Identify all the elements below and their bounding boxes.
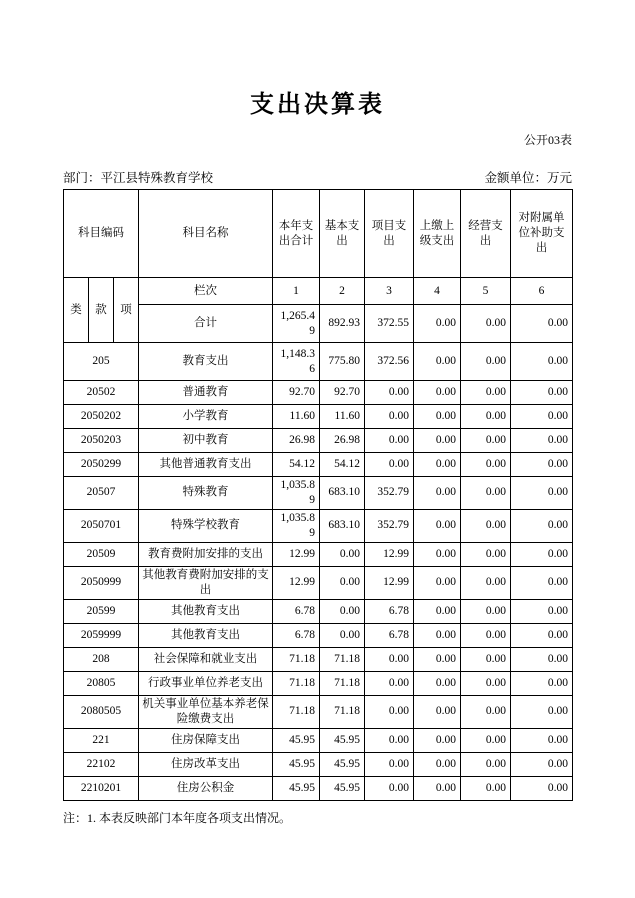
table-row xyxy=(64,477,573,510)
value-cell: 0.00 xyxy=(365,728,414,752)
value-cell: 45.95 xyxy=(273,776,320,800)
value-cell: 0.00 xyxy=(511,381,573,405)
header-basic-expenditure: 基本支出 xyxy=(320,190,365,278)
subject-code-cell: 208 xyxy=(64,647,139,671)
value-cell: 0.00 xyxy=(461,623,511,647)
header-upward-payment: 上缴上级支出 xyxy=(414,190,461,278)
subject-name-cell: 其他普通教育支出 xyxy=(139,453,273,477)
value-cell: 11.60 xyxy=(320,405,365,429)
value-cell: 1,148.36 xyxy=(273,343,320,381)
value-cell: 71.18 xyxy=(273,647,320,671)
value-cell: 0.00 xyxy=(511,343,573,381)
value-cell: 0.00 xyxy=(461,477,511,510)
value-cell: 12.99 xyxy=(365,566,414,599)
value-cell: 0.00 xyxy=(414,405,461,429)
table-row xyxy=(64,429,573,453)
value-cell: 0.00 xyxy=(461,695,511,728)
value-cell: 0.00 xyxy=(511,776,573,800)
table-row xyxy=(64,752,573,776)
value-cell: 0.00 xyxy=(365,752,414,776)
table-row xyxy=(64,343,573,381)
value-cell: 0.00 xyxy=(414,509,461,542)
subject-name-cell: 特殊教育 xyxy=(139,477,273,510)
value-cell: 0.00 xyxy=(461,752,511,776)
lanci-number: 6 xyxy=(511,278,573,305)
unit-label: 金额单位：万元 xyxy=(484,171,572,185)
subject-code-cell: 20599 xyxy=(64,599,139,623)
value-cell: 45.95 xyxy=(320,728,365,752)
total-row xyxy=(64,305,573,343)
subject-code-cell: 20502 xyxy=(64,381,139,405)
subject-code-cell: 22102 xyxy=(64,752,139,776)
footnote: 注：1. 本表反映部门本年度各项支出情况。 xyxy=(63,810,292,825)
value-cell: 26.98 xyxy=(320,429,365,453)
value-cell: 1,035.89 xyxy=(273,509,320,542)
subject-code-cell: 2050299 xyxy=(64,453,139,477)
subject-code-cell: 20509 xyxy=(64,542,139,566)
value-cell: 12.99 xyxy=(273,542,320,566)
subject-name-cell: 社会保障和就业支出 xyxy=(139,647,273,671)
lanci-number: 2 xyxy=(320,278,365,305)
value-cell: 0.00 xyxy=(365,429,414,453)
header-subject-name: 科目名称 xyxy=(139,190,273,278)
table-row xyxy=(64,623,573,647)
column-index-row xyxy=(64,278,573,305)
value-cell: 0.00 xyxy=(461,542,511,566)
value-cell: 71.18 xyxy=(320,671,365,695)
value-cell: 0.00 xyxy=(461,647,511,671)
value-cell: 6.78 xyxy=(273,599,320,623)
value-cell: 54.12 xyxy=(273,453,320,477)
value-cell: 0.00 xyxy=(414,728,461,752)
lanci-label: 栏次 xyxy=(139,278,273,305)
value-cell: 0.00 xyxy=(461,453,511,477)
table-row xyxy=(64,776,573,800)
table-row xyxy=(64,599,573,623)
table-row xyxy=(64,405,573,429)
value-cell: 11.60 xyxy=(273,405,320,429)
subject-name-cell: 教育支出 xyxy=(139,343,273,381)
total-value: 892.93 xyxy=(320,305,365,343)
value-cell: 0.00 xyxy=(365,776,414,800)
value-cell: 683.10 xyxy=(320,477,365,510)
table-row xyxy=(64,566,573,599)
value-cell: 71.18 xyxy=(320,647,365,671)
page-title: 支出决算表 xyxy=(250,92,385,118)
subject-code-cell: 2050999 xyxy=(64,566,139,599)
value-cell: 1,035.89 xyxy=(273,477,320,510)
value-cell: 45.95 xyxy=(273,728,320,752)
subject-code-cell: 2080505 xyxy=(64,695,139,728)
value-cell: 0.00 xyxy=(365,381,414,405)
table-row xyxy=(64,671,573,695)
subject-name-cell: 机关事业单位基本养老保险缴费支出 xyxy=(139,695,273,728)
table-row xyxy=(64,695,573,728)
value-cell: 0.00 xyxy=(511,453,573,477)
value-cell: 0.00 xyxy=(461,405,511,429)
value-cell: 0.00 xyxy=(511,477,573,510)
subject-code-cell: 2050202 xyxy=(64,405,139,429)
expenditure-table xyxy=(63,189,573,801)
subject-name-cell: 初中教育 xyxy=(139,429,273,453)
total-value: 0.00 xyxy=(461,305,511,343)
table-row xyxy=(64,542,573,566)
value-cell: 0.00 xyxy=(414,776,461,800)
value-cell: 683.10 xyxy=(320,509,365,542)
value-cell: 0.00 xyxy=(414,343,461,381)
value-cell: 0.00 xyxy=(461,343,511,381)
table-row xyxy=(64,647,573,671)
table-number: 公开03表 xyxy=(523,133,572,147)
value-cell: 0.00 xyxy=(461,381,511,405)
subject-code-cell: 20805 xyxy=(64,671,139,695)
subject-name-cell: 其他教育支出 xyxy=(139,599,273,623)
table-row xyxy=(64,728,573,752)
value-cell: 0.00 xyxy=(414,429,461,453)
subject-code-cell: 20507 xyxy=(64,477,139,510)
subject-code-cell: 205 xyxy=(64,343,139,381)
value-cell: 0.00 xyxy=(320,542,365,566)
subject-code-cell: 2050701 xyxy=(64,509,139,542)
subject-name-cell: 住房公积金 xyxy=(139,776,273,800)
value-cell: 0.00 xyxy=(511,752,573,776)
value-cell: 0.00 xyxy=(414,542,461,566)
table-row xyxy=(64,509,573,542)
subject-name-cell: 其他教育费附加安排的支出 xyxy=(139,566,273,599)
value-cell: 45.95 xyxy=(320,752,365,776)
value-cell: 0.00 xyxy=(414,566,461,599)
subject-code-cell: 2210201 xyxy=(64,776,139,800)
value-cell: 0.00 xyxy=(365,453,414,477)
value-cell: 0.00 xyxy=(461,671,511,695)
value-cell: 0.00 xyxy=(365,671,414,695)
value-cell: 0.00 xyxy=(365,695,414,728)
value-cell: 71.18 xyxy=(273,671,320,695)
value-cell: 0.00 xyxy=(414,671,461,695)
value-cell: 0.00 xyxy=(511,405,573,429)
value-cell: 0.00 xyxy=(365,647,414,671)
value-cell: 0.00 xyxy=(511,599,573,623)
value-cell: 0.00 xyxy=(511,728,573,752)
value-cell: 372.56 xyxy=(365,343,414,381)
value-cell: 0.00 xyxy=(414,695,461,728)
header-total-expenditure: 本年支出合计 xyxy=(273,190,320,278)
lanci-number: 3 xyxy=(365,278,414,305)
subject-name-cell: 行政事业单位养老支出 xyxy=(139,671,273,695)
total-value: 0.00 xyxy=(511,305,573,343)
value-cell: 45.95 xyxy=(273,752,320,776)
subject-name-cell: 普通教育 xyxy=(139,381,273,405)
value-cell: 0.00 xyxy=(320,566,365,599)
value-cell: 92.70 xyxy=(273,381,320,405)
subcol-category: 类 xyxy=(64,278,89,343)
value-cell: 0.00 xyxy=(511,623,573,647)
subject-name-cell: 住房改革支出 xyxy=(139,752,273,776)
subject-code-cell: 221 xyxy=(64,728,139,752)
value-cell: 0.00 xyxy=(414,599,461,623)
value-cell: 775.80 xyxy=(320,343,365,381)
lanci-number: 4 xyxy=(414,278,461,305)
meta-line xyxy=(63,168,572,186)
value-cell: 0.00 xyxy=(414,477,461,510)
table-row xyxy=(64,453,573,477)
value-cell: 352.79 xyxy=(365,509,414,542)
header-subsidy-affiliated: 对附属单位补助支出 xyxy=(511,190,573,278)
value-cell: 0.00 xyxy=(461,599,511,623)
value-cell: 6.78 xyxy=(365,599,414,623)
value-cell: 0.00 xyxy=(511,695,573,728)
value-cell: 0.00 xyxy=(511,647,573,671)
value-cell: 6.78 xyxy=(365,623,414,647)
subcol-section: 款 xyxy=(89,278,114,343)
value-cell: 0.00 xyxy=(461,566,511,599)
value-cell: 0.00 xyxy=(461,776,511,800)
value-cell: 92.70 xyxy=(320,381,365,405)
header-operating-expenditure: 经营支出 xyxy=(461,190,511,278)
value-cell: 0.00 xyxy=(320,599,365,623)
value-cell: 352.79 xyxy=(365,477,414,510)
header-row xyxy=(64,190,573,278)
value-cell: 0.00 xyxy=(461,728,511,752)
value-cell: 0.00 xyxy=(414,381,461,405)
subject-code-cell: 2059999 xyxy=(64,623,139,647)
value-cell: 0.00 xyxy=(414,752,461,776)
value-cell: 0.00 xyxy=(365,405,414,429)
total-value: 372.55 xyxy=(365,305,414,343)
value-cell: 0.00 xyxy=(511,509,573,542)
total-value: 1,265.49 xyxy=(273,305,320,343)
value-cell: 0.00 xyxy=(511,542,573,566)
value-cell: 54.12 xyxy=(320,453,365,477)
subject-name-cell: 教育费附加安排的支出 xyxy=(139,542,273,566)
total-label: 合计 xyxy=(139,305,273,343)
header-project-expenditure: 项目支出 xyxy=(365,190,414,278)
value-cell: 0.00 xyxy=(511,566,573,599)
header-subject-code: 科目编码 xyxy=(64,190,139,278)
subject-name-cell: 特殊学校教育 xyxy=(139,509,273,542)
lanci-number: 1 xyxy=(273,278,320,305)
value-cell: 0.00 xyxy=(414,453,461,477)
value-cell: 0.00 xyxy=(461,509,511,542)
subcol-item: 项 xyxy=(114,278,139,343)
subject-name-cell: 其他教育支出 xyxy=(139,623,273,647)
value-cell: 0.00 xyxy=(320,623,365,647)
table-row xyxy=(64,381,573,405)
value-cell: 12.99 xyxy=(273,566,320,599)
value-cell: 45.95 xyxy=(320,776,365,800)
value-cell: 0.00 xyxy=(511,671,573,695)
department-label: 部门：平江县特殊教育学校 xyxy=(63,171,214,185)
value-cell: 71.18 xyxy=(273,695,320,728)
subject-name-cell: 住房保障支出 xyxy=(139,728,273,752)
value-cell: 0.00 xyxy=(414,647,461,671)
value-cell: 26.98 xyxy=(273,429,320,453)
subject-code-cell: 2050203 xyxy=(64,429,139,453)
value-cell: 0.00 xyxy=(414,623,461,647)
subject-name-cell: 小学教育 xyxy=(139,405,273,429)
value-cell: 0.00 xyxy=(511,429,573,453)
value-cell: 71.18 xyxy=(320,695,365,728)
value-cell: 0.00 xyxy=(461,429,511,453)
value-cell: 6.78 xyxy=(273,623,320,647)
total-value: 0.00 xyxy=(414,305,461,343)
value-cell: 12.99 xyxy=(365,542,414,566)
lanci-number: 5 xyxy=(461,278,511,305)
